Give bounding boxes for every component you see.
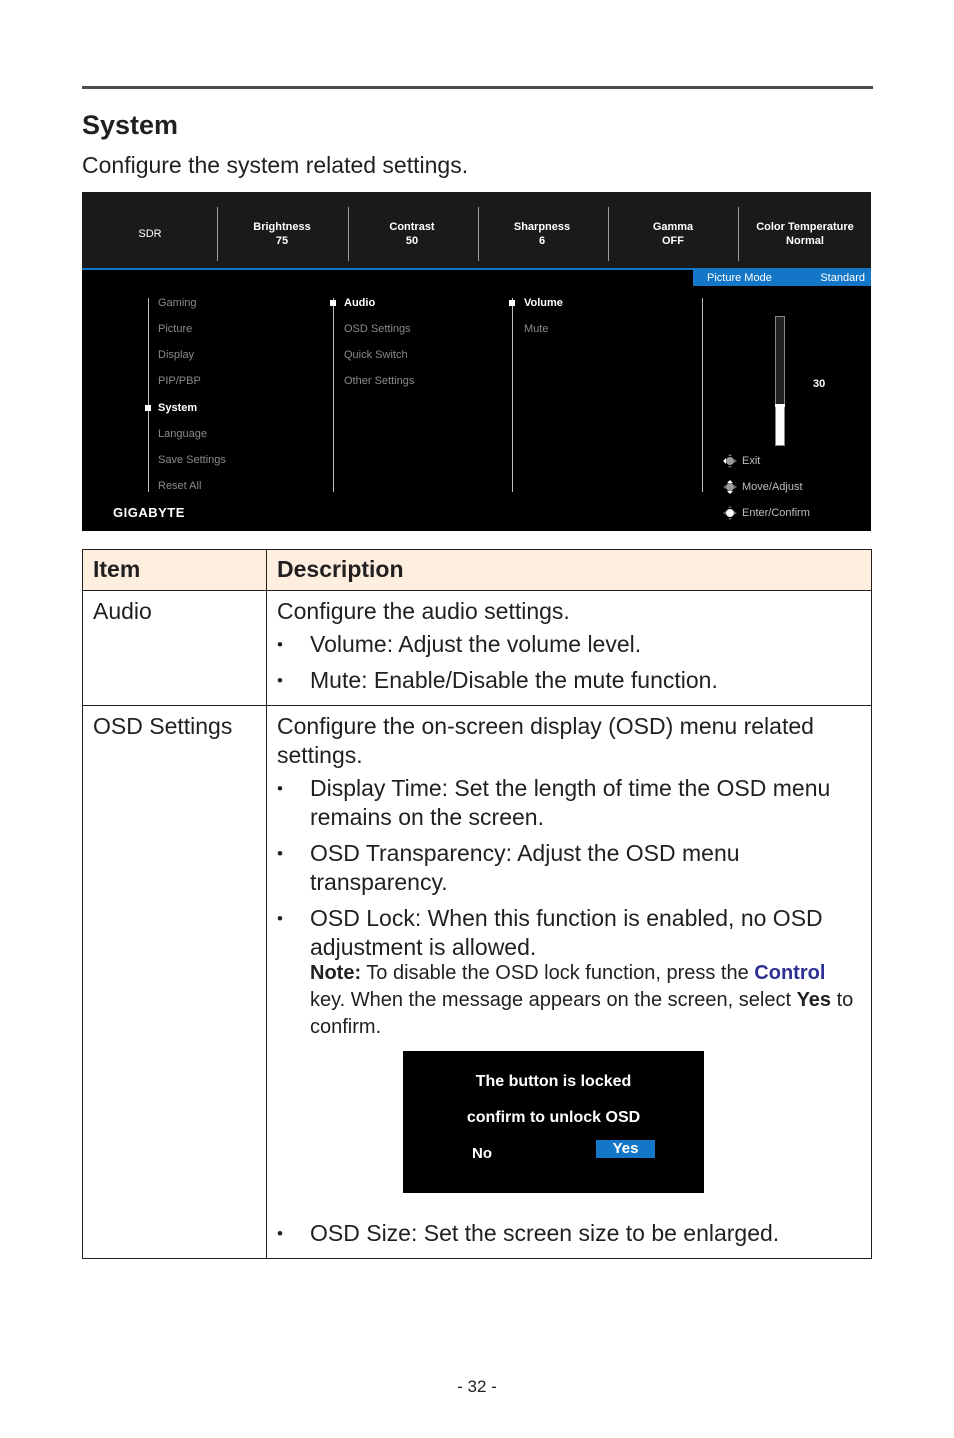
selection-marker bbox=[509, 300, 515, 306]
osd-locked-dialog bbox=[403, 1051, 704, 1193]
divider bbox=[738, 207, 739, 261]
bullet-volume: • Volume: Adjust the volume level. bbox=[277, 630, 861, 659]
submenu-item-other-settings[interactable]: Other Settings bbox=[344, 375, 415, 387]
settings-table bbox=[82, 549, 872, 1259]
stat-gamma: Gamma OFF bbox=[652, 221, 694, 247]
unlock-prompt: confirm to unlock OSD bbox=[466, 1109, 641, 1126]
osd-bullets bbox=[277, 774, 861, 1248]
volume-slider-fill bbox=[776, 407, 784, 445]
note-text: to confirm. bbox=[310, 989, 854, 1038]
menu-item-display[interactable]: Display bbox=[158, 349, 195, 361]
help-exit-label: Exit bbox=[742, 455, 761, 467]
page-title: System bbox=[82, 110, 179, 140]
header-description: Description bbox=[267, 550, 872, 591]
osd-settings-description-cell bbox=[267, 706, 872, 1259]
menu-item-system[interactable]: System bbox=[158, 402, 198, 414]
help-move-adjust-label: Move/Adjust bbox=[742, 481, 803, 493]
volume-value: 30 bbox=[813, 378, 826, 390]
osd-lock-note bbox=[310, 960, 861, 1041]
bullet-osd-size: • OSD Size: Set the screen size to be enlarged. bbox=[277, 1219, 861, 1248]
table-header-row bbox=[83, 550, 872, 591]
menu-item-gaming[interactable]: Gaming bbox=[158, 297, 197, 309]
osd-screenshot bbox=[82, 192, 871, 531]
volume-slider[interactable] bbox=[775, 316, 785, 446]
menu-col3-line bbox=[512, 298, 513, 492]
menu-item-language[interactable]: Language bbox=[158, 428, 207, 440]
divider bbox=[348, 207, 349, 261]
submenu-item-osd-settings[interactable]: OSD Settings bbox=[344, 323, 411, 335]
joystick-left-icon bbox=[722, 453, 738, 469]
option-mute[interactable]: Mute bbox=[524, 323, 549, 335]
selection-marker bbox=[330, 300, 336, 306]
menu-item-reset-all[interactable]: Reset All bbox=[158, 480, 202, 492]
bullet-osd-transparency: • OSD Transparency: Adjust the OSD menu transparency. bbox=[277, 839, 861, 897]
header-item: Item bbox=[83, 550, 267, 591]
page-number: - 32 - bbox=[457, 1377, 497, 1396]
page-subtitle: Configure the system related settings. bbox=[82, 152, 469, 178]
menu-item-save-settings[interactable]: Save Settings bbox=[158, 454, 226, 466]
menu-item-picture[interactable]: Picture bbox=[158, 323, 193, 335]
picture-mode-bar bbox=[693, 270, 871, 286]
menu-item-pip-pbp[interactable]: PIP/PBP bbox=[158, 375, 201, 387]
stat-sdr: SDR bbox=[138, 228, 162, 240]
joystick-updown-icon bbox=[722, 479, 738, 495]
audio-bullets bbox=[277, 630, 861, 695]
picture-mode-label: Picture Mode bbox=[707, 272, 772, 284]
menu-col4-line bbox=[702, 298, 703, 492]
stat-brightness: Brightness 75 bbox=[253, 221, 311, 247]
osd-settings-item-cell: OSD Settings bbox=[83, 706, 267, 1259]
submenu-item-audio[interactable]: Audio bbox=[344, 297, 376, 309]
gigabyte-logo: GIGABYTE bbox=[113, 505, 185, 520]
divider bbox=[478, 207, 479, 261]
audio-description-cell bbox=[267, 591, 872, 706]
submenu-item-quick-switch[interactable]: Quick Switch bbox=[344, 349, 408, 361]
osd-lock-text: • OSD Lock: When this function is enabled, no OSD adjustment is allowed. bbox=[310, 905, 823, 960]
lock-message: The button is locked bbox=[475, 1073, 632, 1090]
osd-intro: Configure the on-screen display (OSD) menu related settings. bbox=[277, 713, 814, 768]
help-enter-confirm-label: Enter/Confirm bbox=[742, 507, 810, 519]
menu-col2-line bbox=[333, 298, 334, 492]
bullet-osd-lock bbox=[277, 904, 861, 1193]
control-key-name: Control bbox=[754, 962, 826, 984]
stat-sharpness: Sharpness 6 bbox=[513, 221, 571, 247]
table-row bbox=[83, 706, 872, 1259]
option-volume[interactable]: Volume bbox=[524, 297, 563, 309]
note-text: key. When the message appears on the screen, select bbox=[310, 989, 797, 1011]
no-button[interactable]: No bbox=[472, 1145, 492, 1162]
menu-col1-line bbox=[148, 298, 149, 492]
joystick-press-icon bbox=[722, 505, 738, 521]
volume-slider-knob[interactable] bbox=[775, 404, 785, 407]
yes-button[interactable]: Yes bbox=[596, 1140, 655, 1158]
bullet-mute: • Mute: Enable/Disable the mute function. bbox=[277, 666, 861, 695]
osd-status-bar bbox=[82, 192, 871, 268]
picture-mode-value: Standard bbox=[820, 272, 865, 284]
divider bbox=[608, 207, 609, 261]
divider bbox=[217, 207, 218, 261]
top-rule bbox=[82, 86, 873, 89]
stat-contrast: Contrast 50 bbox=[389, 221, 435, 247]
yes-label: Yes bbox=[796, 989, 832, 1011]
bullet-display-time: • Display Time: Set the length of time the OSD menu remains on the screen. bbox=[277, 774, 861, 832]
audio-item-cell: Audio bbox=[83, 591, 267, 706]
table-row bbox=[83, 591, 872, 706]
note-label: Note: bbox=[310, 962, 362, 984]
audio-intro: Configure the audio settings. bbox=[277, 598, 570, 624]
note-text: To disable the OSD lock function, press the bbox=[361, 962, 755, 984]
selection-marker bbox=[145, 405, 151, 411]
stat-color-temperature: Color Temperature Normal bbox=[756, 221, 854, 247]
